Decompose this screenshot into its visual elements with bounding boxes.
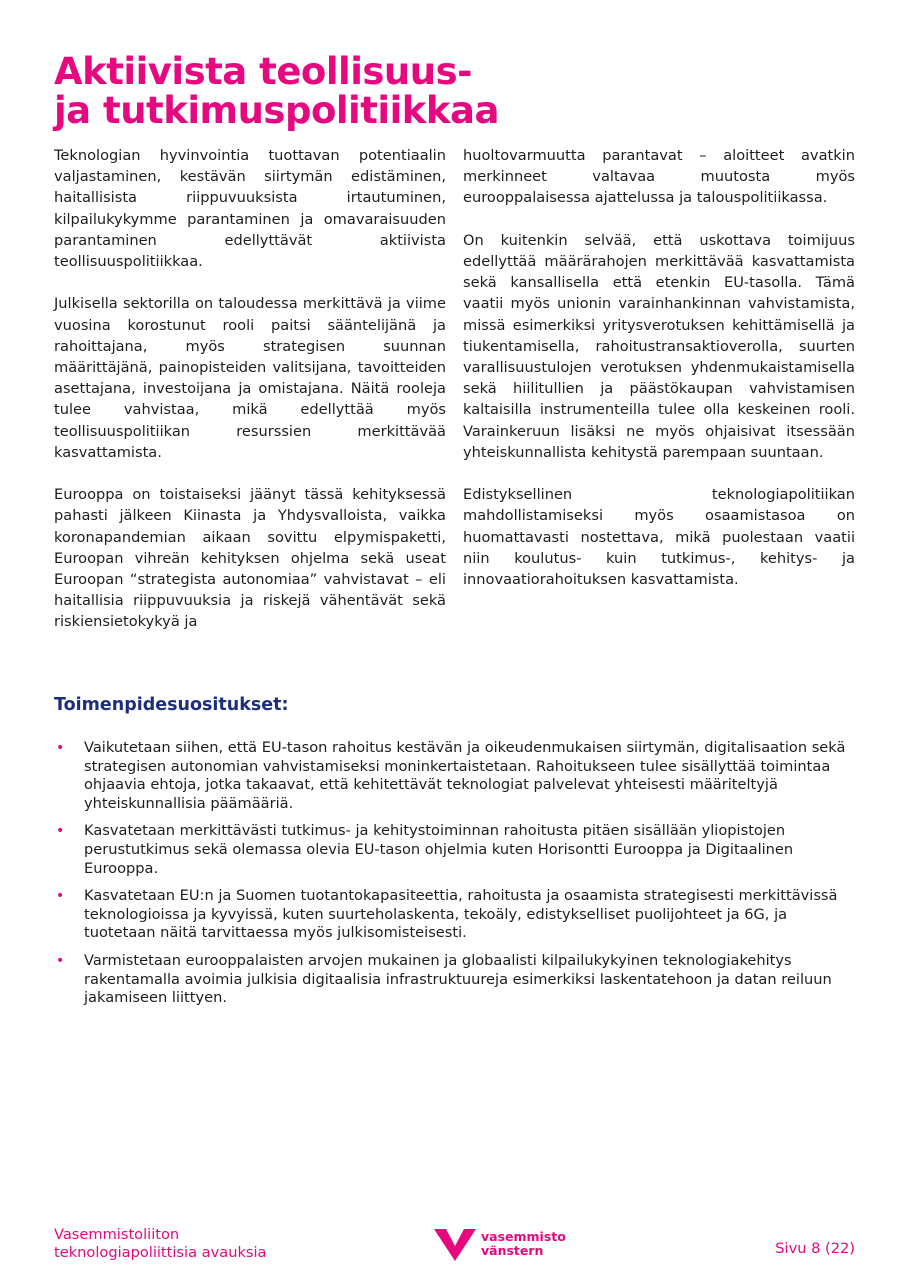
list-item	[54, 887, 854, 943]
footer-publication-line-2: teknologiapoliittisia avauksia	[54, 1243, 267, 1261]
bullet-icon: •	[56, 888, 65, 905]
paragraph: On kuitenkin selvää, että uskottava toimijuus edellyttää määrärahojen merkittävää kasvattamista sekä kansallisella että etenkin EU-tasolla. Tämä vaatii myös unionin varainhankinnan vahvistamista, missä esimerkiksi yritysverotuksen kehittämisellä ja tiukentamisella, rahoitustransaktioverolla, suurten varallisuustulojen verotuksen yhdenmukaistamisella sekä hiilitullien ja päästökaupan vahvistamisen kaltaisilla instrumenteilla tulee olla keskeinen rooli. Varainkeruun lisäksi ne myös ohjaisivat itsessään yhteiskunnallista kehitystä parempaan suuntaan.	[463, 231, 855, 461]
body-column-left	[54, 145, 446, 654]
paragraph: Eurooppa on toistaiseksi jäänyt tässä kehityksessä pahasti jälkeen Kiinasta ja Yhdysvalloista, vaikka koronapandemian aikaan sovittu elpymispaketti, Euroopan vihreän kehityksen ohjelma sekä useat Euroopan “strategista autonomiaa” vahvistavat – eli haitallisia riippuvuuksia ja riskejä vähentävät sekä riskiensietokykyä ja	[54, 486, 446, 631]
recommendations-list	[54, 739, 854, 1017]
page-title	[54, 52, 854, 130]
paragraph: Julkisella sektorilla on taloudessa merkittävä ja viime vuosina korostunut rooli paitsi sääntelijänä ja rahoittajana, myös strategisen suunnan määrittäjänä, painopisteiden valitsijana, tavoitteiden asettajana, investoijana ja omistajana. Näitä rooleja tulee vahvistaa, mikä edellyttää myös teollisuuspolitiikan resurssien merkittävää kasvattamista.	[54, 295, 446, 461]
logo-text-line-1: vasemmisto	[481, 1229, 566, 1244]
vasemmisto-logo	[433, 1226, 566, 1262]
list-item-text: Kasvatetaan merkittävästi tutkimus- ja kehitystoiminnan rahoitusta pitäen sisällään yliopistojen perustutkimus sekä olemassa olevia EU-tason ohjelmia kuten Horisontti Eurooppa ja Digitaalinen Eurooppa.	[84, 822, 794, 877]
bullet-icon: •	[56, 823, 65, 840]
logo-text-line-2: vänstern	[481, 1243, 544, 1258]
bullet-icon: •	[56, 952, 65, 969]
list-item	[54, 739, 854, 813]
list-item	[54, 822, 854, 878]
bullet-icon: •	[56, 740, 65, 756]
page-number: Sivu 8 (22)	[775, 1240, 855, 1257]
page-title-line-1: Aktiivista teollisuus-	[54, 50, 472, 93]
paragraph: Edistyksellinen teknologiapolitiikan mahdollistamiseksi myös osaamistasoa on huomattavasti nostettava, mikä puolestaan vaatii niin koulutus- kuin tutkimus-, kehitys- ja innovaatiorahoituksen kasvattamista.	[463, 486, 855, 589]
paragraph: huoltovarmuutta parantavat – aloitteet avatkin merkinneet valtavaa muutosta myös eurooppalaisessa ajattelussa ja talouspolitiikassa.	[463, 147, 855, 207]
footer-publication	[54, 1226, 267, 1261]
vasemmisto-v-logo-icon	[433, 1226, 477, 1262]
list-item	[54, 952, 854, 1008]
list-item-text: Varmistetaan eurooppalaisten arvojen mukainen ja globaalisti kilpailukykyinen teknologiakehitys rakentamalla avoimia julkisia digitaalisia infrastruktuureja esimerkiksi laskentatehoon ja datan reiluun jakamiseen liittyen.	[84, 951, 832, 1007]
page-title-line-2: ja tutkimuspolitiikkaa	[54, 89, 499, 132]
list-item-text: Kasvatetaan EU:n ja Suomen tuotantokapasiteettia, rahoitusta ja osaamista strategisesti merkittävissä teknologioissa ja kyvyissä, kuten suurteholaskenta, tekoäly, edistykselliset puolijohteet ja 6G, ja tuotetaan näitä tarvittaessa myös julkisomisteisesti.	[84, 887, 838, 942]
list-item-text: Vaikutetaan siihen, että EU-tason rahoitus kestävän ja oikeudenmukaisen siirtymän, digitalisaation sekä strategisen autonomian vahvistamiseksi moninkertaistetaan. Rahoitukseen tulee sisällyttää toimintaa ohjaavia ehtoja, jotka takaavat, että kehitettävät teknologiat palvelevat yhteisesti määriteltyjä yhteiskunnallisia päämääriä.	[84, 739, 846, 812]
recommendations-heading: Toimenpidesuositukset:	[54, 695, 289, 715]
logo-wordmark	[481, 1230, 566, 1258]
footer-publication-line-1: Vasemmistoliiton	[54, 1226, 180, 1243]
body-column-right	[463, 145, 855, 611]
paragraph: Teknologian hyvinvointia tuottavan potentiaalin valjastaminen, kestävän siirtymän edistäminen, haitallisista riippuvuuksista irtautuminen, kilpailukykymme parantaminen ja omavaraisuuden parantaminen edellyttävät aktiivista teollisuuspolitiikkaa.	[54, 147, 446, 271]
